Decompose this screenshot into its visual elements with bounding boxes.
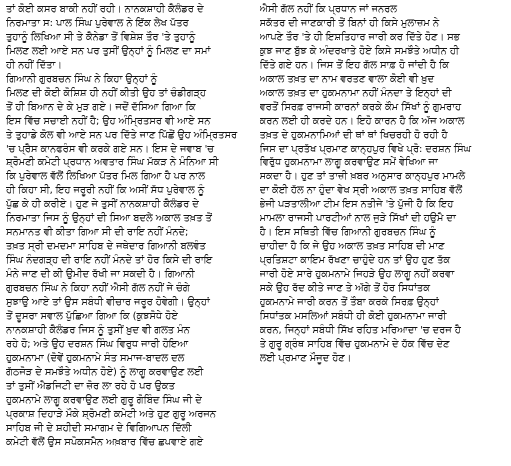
text-line: ਸਕਦਾ ਹੈ। ਹੁਣ ਤਾਂ ਤਾਜ਼ੀ ਖ਼ਬਰ ਅਨੁਸਾਰ ਕਾਨ੍ਹਪੁਰ ਮਾਮਲੇ — [259, 171, 466, 183]
text-line: ਤੇ ਗੁਰੂ ਗ੍ਰੰਥ ਸਾਹਿਬ ਵਿੱਚ ਹੁਕਮਨਾਮੇ ਦੇ ਹੱਕ ਵਿੱਚ ਦੇਣ — [259, 338, 450, 350]
text-line: ਹੈ। ਇਸ ਸਥਿਤੀ ਵਿੱਚ ਗਿਆਨੀ ਗੁਰਬਚਨ ਸਿੰਘ ਨੂੰ — [259, 227, 436, 239]
text-line: ਦਾ ਕੋਈ ਹੱਲ ਨਾ ਹੁੰਦਾ ਵੇਖ ਸ੍ਰੀ ਅਕਾਲ ਤਖ਼ਤ ਸਾਹਿਬ ਵੱਲੋਂ — [259, 185, 463, 197]
text-line: ਅਕਾਲ ਤਖ਼ਤ ਦਾ ਹੁਕਮਨਾਮਾ ਨਹੀਂ ਮੰਨਦਾ ਤੇ ਇਨ੍ਹਾਂ ਦੀ — [259, 87, 452, 99]
text-line: ਸਕੱਤਰ ਦੀ ਜਾਣਕਾਰੀ ਤੋਂ ਬਿਨਾਂ ਹੀ ਕਿਸੇ ਮੁਲਾਜ਼ਮ ਨੇ — [259, 17, 439, 29]
text-line: ਹੀ ਨਹੀਂ ਦਿੱਤਾ। — [6, 59, 62, 71]
text-line: ਸ਼੍ਰੋਮਣੀ ਕਮੇਟੀ ਪ੍ਰਧਾਨ ਅਵਤਾਰ ਸਿੰਘ ਮੱਕੜ ਨੇ ਮੰਨਿਆ ਸੀ — [6, 157, 219, 169]
text-line: ਤੋਂ ਹੀ ਬਿਆਨ ਦੇ ਕੇ ਮੁੜ ਗਏ। ਜਦੋਂ ਦੱਸਿਆ ਗਿਆ ਕਿ — [6, 101, 196, 113]
text-line: ਮਿਲਣ ਦੀ ਕੋਈ ਕੋਸ਼ਿਸ਼ ਹੀ ਨਹੀਂ ਕੀਤੀ ਉਹ ਤਾਂ ਚੰਡੀਗੜ੍ਹ — [6, 87, 206, 99]
text-line: ਚਾਹੀਦਾ ਹੈ ਕਿ ਜੇ ਉਹ ਅਕਾਲ ਤਖ਼ਤ ਸਾਹਿਬ ਦੀ ਮਾਣ — [259, 241, 445, 253]
text-line: ਮਾਮਲਾ ਰਾਜਸੀ ਪਾਰਟੀਆਂ ਨਾਲ ਜੁੜੇ ਸਿੱਖਾਂ ਦੀ ਹਉਮੈ ਦਾ — [259, 213, 456, 225]
text-line: ਕੁਝ ਜਾਣ ਬੁੱਝ ਕੇ ਅੰਦਰਖਾਤੇ ਹੋਏ ਕਿਸੇ ਸਮਝੌਤੇ ਅਧੀਨ ਹੀ — [259, 45, 459, 57]
text-line: ਹੁਕਮਨਾਮੇ ਜਾਰੀ ਕਰਨ ਤੋਂ ਤੌਬਾ ਕਰਕੇ ਸਿਰਫ਼ ਉਨ੍ਹਾਂ — [259, 297, 439, 309]
text-line: ਵਿਰੁੱਧ ਹੁਕਮਨਾਮਾ ਲਾਗੂ ਕਰਵਾਉਣ ਸਮੇਂ ਵੇਖਿਆ ਜਾ — [259, 157, 438, 169]
text-line: ਦਿੱਤੇ ਗਏ ਹਨ। ਜਿਸ ਤੋਂ ਇਹ ਗੱਲ ਸਾਫ਼ ਹੋ ਜਾਂਦੀ ਹੈ ਕਿ — [259, 59, 449, 71]
text-line: ਤੇ ਤੁਹਾਡੇ ਕੋਲ ਵੀ ਆਏ ਸਨ ਪਰ ਦਿੱਤੇ ਜਾਣ ਪਿੱਛੋਂ ਉਹ ਅੰਮ੍ਰਿਤਸਰ — [6, 129, 238, 141]
text-line: ਆਪਣੇ ਤੌਰ 'ਤੇ ਹੀ ਇਸ਼ਤਿਹਾਰ ਜਾਰੀ ਕਰ ਦਿੱਤੇ ਹੋਣ। ਸਭ — [259, 31, 460, 43]
text-line: ਕਿ ਪੁਰੇਵਾਲ ਵੱਲੋਂ ਲਿਖਿਆ ਪੱਤਰ ਮਿਲ ਗਿਆ ਹੈ ਪਰ ਨਾਲ — [6, 171, 205, 183]
text-line: ਪੁੱਛ ਕੇ ਹੀ ਕਰੀਏ। ਹੁਣ ਜੇ ਤੁਸੀਂ ਨਾਨਕਸ਼ਾਹੀ ਕੈਲੰਡਰ ਦੇ — [6, 199, 199, 211]
text-line: ਤਾਂ ਤੁਸੀਂ ਐਡਜਿਟੀ ਦਾ ਜ਼ੋਰ ਲਾ ਰਹੇ ਹੋ ਪਰ ਉਕਤ — [6, 380, 175, 392]
text-line: ਸਿੰਘ ਨੰਦਗੜ੍ਹ ਦੀ ਰਾਇ ਨਹੀਂ ਮੰਨਦੇ ਤਾਂ ਹੋਰ ਕਿਸੇ ਦੀ ਰਾਇ — [6, 255, 213, 267]
text-line: ਸਾਹਿਬ ਜੀ ਦੇ ਸ਼ਹੀਦੀ ਸਮਾਗਮ ਦੇ ਵਿਗਿਆਪਨ ਦਿੱਲੀ — [6, 422, 192, 434]
text-line: ਕਰਨ, ਜਿਨ੍ਹਾਂ ਸਬੰਧੀ ਸਿੱਖ ਰਹਿਤ ਮਰਿਆਦਾ 'ਚ ਦਰਜ ਹੈ — [259, 324, 461, 336]
text-line: ਨਿਰਮਾਤਾ ਸ: ਪਾਲ ਸਿੰਘ ਪੁਰੇਵਾਲ ਨੇ ਇੱਕ ਲੇਖ ਪੱਤਰ — [6, 17, 189, 29]
text-line: ਹੁਕਮਨਾਮੇ ਲਾਗੂ ਕਰਵਾਉਣ ਲਈ ਗੁਰੂ ਗੋਬਿੰਦ ਸਿੰਘ ਜੀ ਦੇ — [6, 394, 202, 406]
text-line: ਜਾਰੀ ਹੋਏ ਸਾਰੇ ਹੁਕਮਨਾਮੇ ਜਿਹੜੇ ਉਹ ਲਾਗੂ ਨਹੀਂ ਕਰਵਾ — [259, 269, 455, 281]
text-line: ਇਸ ਵਿੱਚ ਸਚਾਈ ਨਹੀਂ ਹੈ; ਉਹ ਅੰਮ੍ਰਿਤਸਰ ਵੀ ਆਏ ਸਨ — [6, 115, 211, 127]
text-line: ਤਖ਼ਤ ਦੇ ਹੁਕਮਨਾਮਿਆਂ ਦੀ ਥਾਂ ਥਾਂ ਖਿਚਰਹੀ ਹੋ ਰਹੀ ਹੈ — [259, 129, 448, 141]
text-line: ਗਿਆਨੀ ਗੁਰਬਚਨ ਸਿੰਘ ਨੇ ਕਿਹਾ ਉਨ੍ਹਾਂ ਨੂੰ — [6, 73, 158, 85]
text-line: ਨਾਨਕਸ਼ਾਹੀ ਕੈਲੰਡਰ ਜਿਸ ਨੂੰ ਤੁਸੀਂ ਖ਼ੁਦ ਵੀ ਗਲਤ ਮੰਨ — [6, 324, 190, 336]
text-line: ਨਿਰਮਾਤਾ ਜਿਸ ਨੂੰ ਉਨ੍ਹਾਂ ਦੀ ਸਿਆ ਬਦਲੇ ਅਕਾਲ ਤਖ਼ਤ ਤੋਂ — [6, 213, 212, 225]
text-line: ਸੁਝਾਉ ਆਏ ਤਾਂ ਉਸ ਸਬੰਧੀ ਵੀਚਾਰ ਜਰੂਰ ਹੋਵੇਗੀ। ਉਨ੍ਹਾਂ — [6, 297, 210, 309]
text-line: ਕਮੇਟੀ ਵੱਲੋਂ ਉਸ ਸਪੋਕਸਮੈਨ ਅਖ਼ਬਾਰ ਵਿੱਚ ਛਪਵਾਏ ਗਏ — [6, 436, 204, 448]
left-column — [6, 3, 252, 464]
text-line: ਸਿਧਾਂਤਕ ਮਸਲਿਆਂ ਸਬੰਧੀ ਹੀ ਕੋਈ ਹੁਕਮਨਾਮਾ ਜਾਰੀ — [259, 310, 447, 322]
text-line: ਤਾਂ ਕੋਈ ਕਸਰ ਬਾਕੀ ਨਹੀਂ ਰਹੀ। ਨਾਨਕਸ਼ਾਹੀ ਕੈਲੰਡਰ ਦੇ — [6, 4, 204, 15]
text-line: ਹੁਕਮਨਾਮਾ (ਦੋਵੇਂ ਹੁਕਮਨਾਮੇ ਸੰਤ ਸਮਾਜ-ਬਾਦਲ ਦਲ — [6, 352, 185, 364]
text-line: ਜਿਸ ਦਾ ਪ੍ਰਤੱਖ ਪ੍ਰਮਾਣ ਕਾਨ੍ਹਪੁਰ ਵਿਖੇ ਪ੍ਰੋ: ਦਰਸ਼ਨ ਸਿੰਘ — [259, 143, 471, 155]
text-line: ਐਸੀ ਗੱਲ ਨਹੀਂ ਕਿ ਪ੍ਰਧਾਨ ਜਾਂ ਜਨਰਲ — [259, 4, 397, 15]
text-line: ਪ੍ਰਕਾਸ਼ ਦਿਹਾੜੇ ਮੌਕੇ ਸ਼੍ਰੋਮਣੀ ਕਮੇਟੀ ਅਤੇ ਹੁਣ ਗੁਰੂ ਅਰਜਨ — [6, 408, 216, 420]
text-line: ਰਹੇ ਹੋ; ਅਤੇ ਉਹ ਦਰਸ਼ਨ ਸਿੰਘ ਵਿਰੁਧ ਜਾਰੀ ਹੋਇਆ — [6, 338, 188, 350]
text-line: ਸਨਮਾਨਤ ਵੀ ਕੀਤਾ ਗਿਆ ਸੀ ਦੀ ਰਾਇ ਨਹੀਂ ਮੰਨਦੇ; — [6, 227, 189, 239]
text-line: ਪ੍ਰਤਿਸ਼ਟਾ ਕਾਇਮ ਰੱਖਣਾ ਚਾਹੁੰਦੇ ਹਨ ਤਾਂ ਉਹ ਹੁਣ ਤੱਕ — [259, 255, 451, 267]
text-line: ਤੋਂ ਦੂਸਰਾ ਸਵਾਲ ਪੁੱਛਿਆ ਗਿਆ ਕਿ (ਕੁਝਸੋਧੇ ਹੋਏ — [6, 310, 178, 322]
text-line: ਸਕੇ ਉਹ ਰੱਦ ਕੀਤੇ ਜਾਣ ਤੇ ਅੱਗੇ ਤੋਂ ਹੋਰ ਸਿਧਾਂਤਕ — [259, 283, 430, 295]
text-line: ਵਰਤੋਂ ਸਿਰਫ਼ ਰਾਜਸੀ ਕਾਰਨਾਂ ਕਰਕੇ ਕੌਮ ਸਿੱਖਾਂ ਨੂੰ ਗੁਮਰਾਹ — [259, 101, 461, 113]
text-line: ਮਿਲਣ ਲਈ ਆਏ ਸਨ ਪਰ ਤੁਸੀਂ ਉਨ੍ਹਾਂ ਨੂੰ ਮਿਲਣ ਦਾ ਸਮਾਂ — [6, 45, 211, 57]
text-line: 'ਚ ਪ੍ਰੈਸ ਕਾਨਫਰੰਸ ਵੀ ਕਰਕੇ ਗਏ ਸਨ। ਇਸ ਦੇ ਜਵਾਬ 'ਚ — [6, 143, 214, 155]
text-line: ਭੇਜੀ ਪੜਤਾਲੀਆ ਟੀਮ ਇਸ ਨਤੀਜੇ 'ਤੇ ਪੁੱਜੀ ਹੈ ਕਿ ਇਹ — [259, 199, 454, 211]
text-line: ਅਕਾਲ ਤਖ਼ਤ ਦਾ ਨਾਮ ਵਰਤਣ ਵਾਲਾ ਕੋਈ ਵੀ ਖ਼ੁਦ — [259, 73, 434, 85]
text-line: ਲਈ ਪ੍ਰਮਾਣ ਮੌਜੂਦ ਹੋਣ। — [259, 352, 352, 364]
text-line: ਮੰਨੇ ਜਾਣ ਦੀ ਕੀ ਉਮੀਦ ਰੱਖੀ ਜਾ ਸਕਦੀ ਹੈ। ਗਿਆਨੀ — [6, 269, 195, 281]
text-line: ਤੁਹਾਨੂੰ ਲਿਖਿਆ ਸੀ ਤੇ ਕੈਨੇਡਾ ਤੋਂ ਵਿਸ਼ੇਸ਼ ਤੌਰ 'ਤੇ ਤੁਹਾਨੂੰ — [6, 31, 196, 43]
text-line: ਹੀ ਕਿਹਾ ਸੀ, ਇਹ ਜਰੂਰੀ ਨਹੀਂ ਕਿ ਅਸੀਂ ਸੱਧ ਪੁਰੇਵਾਲ ਨੂੰ — [6, 185, 205, 197]
text-line: ਕਰਨ ਲਈ ਹੀ ਕਰਦੇ ਹਨ। ਇਹੋ ਕਾਰਨ ਹੈ ਕਿ ਅੱਜ ਅਕਾਲ — [259, 115, 465, 127]
text-line: ਤਖ਼ਤ ਸ੍ਰੀ ਦਮਦਮਾ ਸਾਹਿਬ ਦੇ ਜਥੇਦਾਰ ਗਿਆਨੀ ਬਲਵੰਤ — [6, 241, 206, 253]
text-line: ਗੁਰਬਚਨ ਸਿੰਘ ਨੇ ਕਿਹਾ ਨਹੀਂ ਐਸੀ ਗੱਲ ਨਹੀਂ ਜੇ ਚੰਗੇ — [6, 283, 190, 295]
text-line: ਗੱਠਜੋੜ ਦੇ ਸਮਝੌਤੇ ਅਧੀਨ ਹੋਏ) ਨੂੰ ਲਾਗੂ ਕਰਵਾਉਣ ਲਈ — [6, 366, 204, 378]
right-column — [260, 3, 506, 464]
